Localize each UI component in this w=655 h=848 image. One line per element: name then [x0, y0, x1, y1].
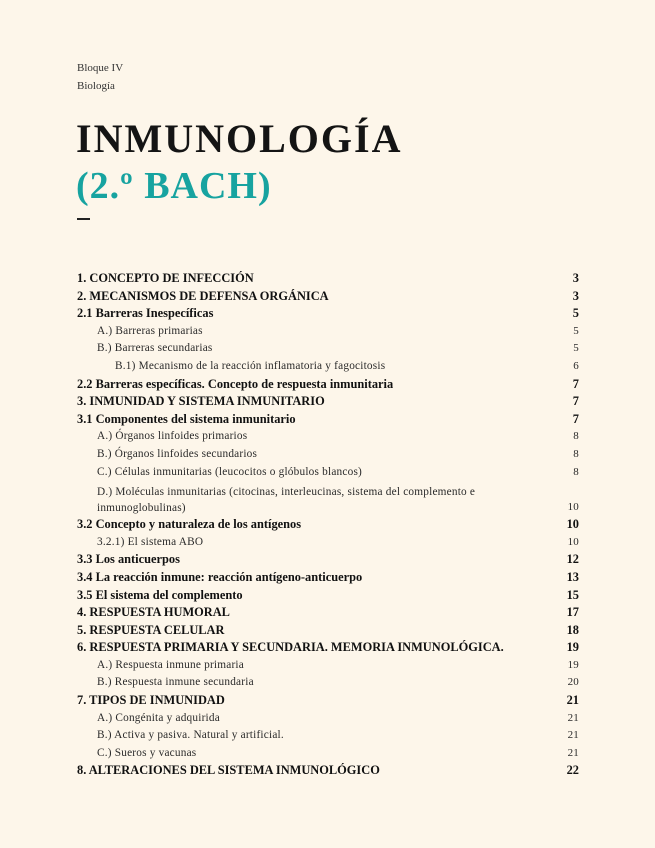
toc-entry-page: 13	[566, 569, 579, 584]
toc-entry[interactable]	[77, 745, 579, 763]
toc-entry-title: 8. ALTERACIONES DEL SISTEMA INMUNOLÓGICO	[77, 763, 380, 778]
toc-entry-page: 21	[567, 711, 579, 724]
toc-entry-title: 3.2.1) El sistema ABO	[97, 535, 204, 548]
toc-entry[interactable]	[77, 481, 579, 516]
toc-entry[interactable]	[77, 692, 579, 710]
toc-entry-page: 19	[567, 658, 579, 671]
toc-entry-title: A.) Respuesta inmune primaria	[97, 658, 244, 671]
toc-entry[interactable]	[77, 516, 579, 534]
toc-entry-page: 19	[566, 640, 579, 655]
toc-entry-title: 3.5 El sistema del complemento	[77, 587, 243, 602]
toc-entry-title: 3.4 La reacción inmune: reacción antígeno-anticuerpo	[77, 569, 363, 584]
toc-entry-page: 10	[567, 535, 579, 548]
toc-entry[interactable]	[77, 411, 579, 429]
toc-entry-page: 8	[573, 447, 579, 460]
subject-label: Biología	[77, 80, 115, 92]
toc-entry-title: 3.2 Concepto y naturaleza de los antígenos	[77, 517, 302, 532]
toc-entry[interactable]	[77, 569, 579, 587]
toc-entry[interactable]	[77, 446, 579, 464]
toc-entry[interactable]	[77, 587, 579, 605]
toc-entry-page: 15	[566, 587, 579, 602]
toc-entry-page: 21	[566, 693, 579, 708]
toc-entry[interactable]	[77, 305, 579, 323]
toc-entry[interactable]	[77, 358, 579, 376]
toc-entry[interactable]	[77, 657, 579, 675]
title-divider	[77, 218, 90, 220]
page-subtitle: (2.º BACH)	[76, 165, 272, 207]
toc-entry-title: B.1) Mecanismo de la reacción inflamatoria y fagocitosis	[115, 359, 386, 372]
toc-entry[interactable]	[77, 340, 579, 358]
toc-entry-title: 1. CONCEPTO DE INFECCIÓN	[77, 271, 254, 285]
page-title: INMUNOLOGÍA	[76, 116, 403, 161]
toc-entry-title: 7. TIPOS DE INMUNIDAD	[77, 693, 225, 708]
toc-entry[interactable]	[77, 727, 579, 745]
toc-entry[interactable]	[77, 604, 579, 622]
toc-entry-page: 3	[572, 271, 579, 285]
toc-entry[interactable]	[77, 376, 579, 394]
toc-entry[interactable]	[77, 288, 579, 306]
toc-entry[interactable]	[77, 674, 579, 692]
toc-entry-page: 12	[566, 552, 579, 567]
toc-entry-title: C.) Células inmunitarias (leucocitos o glóbulos blancos)	[97, 465, 363, 478]
toc-entry-title: A.) Congénita y adquirida	[97, 711, 220, 724]
toc-entry[interactable]	[77, 464, 579, 482]
toc-entry[interactable]	[77, 428, 579, 446]
toc-entry-page: 7	[572, 411, 579, 426]
toc-entry-page: 22	[566, 763, 579, 778]
table-of-contents	[77, 270, 579, 780]
toc-entry-page: 10	[566, 517, 579, 532]
toc-entry-title: D.) Moléculas inmunitarias (citocinas, interleucinas, sistema del complemento e inmunoglobulinas)	[97, 486, 476, 515]
toc-entry[interactable]	[77, 710, 579, 728]
toc-entry-page: 17	[566, 605, 579, 620]
toc-entry[interactable]	[77, 762, 579, 780]
block-label: Bloque IV	[77, 62, 124, 74]
toc-entry-title: B.) Activa y pasiva. Natural y artificial.	[97, 729, 284, 742]
toc-entry-title: 3. INMUNIDAD Y SISTEMA INMUNITARIO	[77, 394, 325, 409]
toc-entry-title: 3.1 Componentes del sistema inmunitario	[77, 411, 296, 426]
toc-entry[interactable]	[77, 534, 579, 552]
toc-entry-page: 7	[572, 376, 579, 391]
toc-entry-title: 4. RESPUESTA HUMORAL	[77, 605, 230, 620]
toc-entry-title: C.) Sueros y vacunas	[97, 746, 197, 759]
toc-entry[interactable]	[77, 323, 579, 341]
toc-entry-page: 5	[573, 324, 579, 337]
toc-entry-title: A.) Órganos linfoides primarios	[97, 430, 248, 443]
toc-entry-title: B.) Órganos linfoides secundarios	[97, 447, 258, 460]
toc-entry-title: 5. RESPUESTA CELULAR	[77, 622, 225, 637]
toc-entry-title: 2.1 Barreras Inespecíficas	[77, 306, 214, 321]
toc-entry-page: 10	[567, 500, 579, 513]
toc-entry[interactable]	[77, 393, 579, 411]
toc-entry-page: 21	[567, 746, 579, 759]
toc-entry-page: 20	[567, 676, 579, 689]
toc-entry-page: 8	[573, 430, 579, 443]
toc-entry-page: 5	[572, 306, 579, 321]
toc-entry-title: B.) Barreras secundarias	[97, 342, 213, 355]
toc-entry-page: 8	[573, 465, 579, 478]
toc-entry-page: 3	[572, 288, 579, 303]
toc-entry-page: 18	[566, 622, 579, 637]
toc-entry-title: B.) Respuesta inmune secundaria	[97, 676, 254, 689]
toc-entry-page: 5	[573, 342, 579, 355]
toc-entry-title: A.) Barreras primarias	[97, 324, 203, 337]
toc-entry-title: 6. RESPUESTA PRIMARIA Y SECUNDARIA. MEMORIA INMUNOLÓGICA.	[77, 640, 504, 655]
toc-entry-page: 6	[573, 359, 579, 372]
toc-entry-title: 2.2 Barreras específicas. Concepto de respuesta inmunitaria	[77, 376, 394, 391]
toc-entry[interactable]	[77, 622, 579, 640]
toc-entry[interactable]	[77, 639, 579, 657]
toc-entry[interactable]	[77, 551, 579, 569]
toc-entry[interactable]	[77, 270, 579, 288]
toc-entry-title: 2. MECANISMOS DE DEFENSA ORGÁNICA	[77, 288, 329, 303]
toc-entry-title: 3.3 Los anticuerpos	[77, 552, 180, 567]
toc-entry-page: 21	[567, 729, 579, 742]
toc-entry-page: 7	[572, 394, 579, 409]
